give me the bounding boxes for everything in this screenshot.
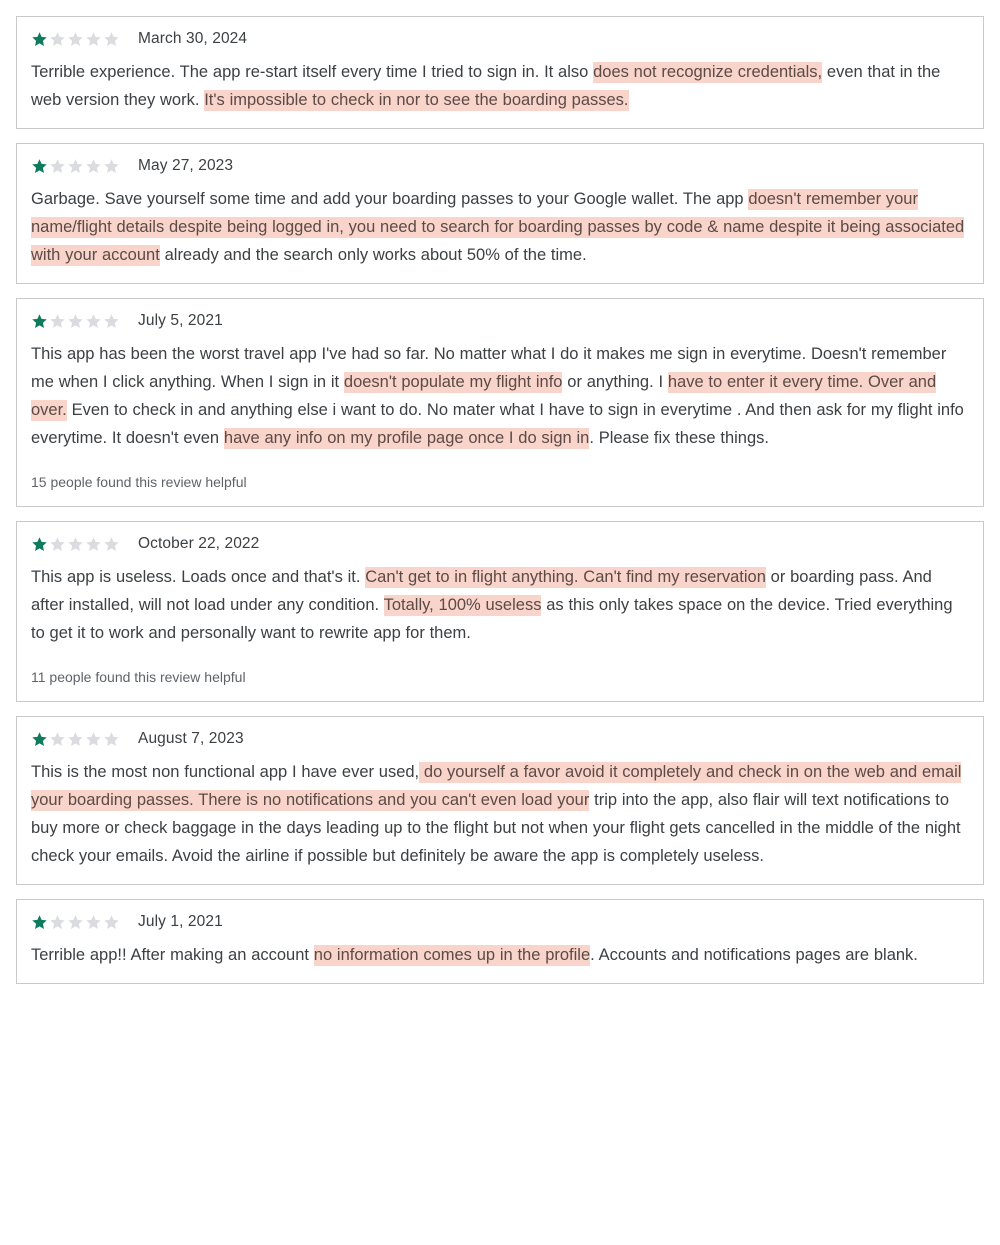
review-card <box>16 899 984 984</box>
star-filled-icon <box>31 31 48 48</box>
star-filled-icon <box>31 731 48 748</box>
star-empty-icon <box>67 914 84 931</box>
highlighted-text: Can't get to in flight anything. Can't find my reservation <box>365 568 766 586</box>
star-filled-icon <box>31 158 48 175</box>
review-text-segment: Terrible app!! After making an account <box>31 946 314 964</box>
review-text-segment: . Please fix these things. <box>589 429 769 447</box>
review-header <box>31 913 969 931</box>
review-date: May 27, 2023 <box>138 157 234 174</box>
review-helpful-count: 11 people found this review helpful <box>31 669 246 685</box>
star-empty-icon <box>103 914 120 931</box>
review-card <box>16 298 984 507</box>
star-empty-icon <box>85 914 102 931</box>
rating-stars <box>31 158 120 175</box>
review-text-segment: or anything. I <box>562 373 668 391</box>
star-empty-icon <box>85 731 102 748</box>
review-text <box>31 563 969 647</box>
rating-stars <box>31 536 120 553</box>
review-text-segment: as this only takes space on the device. Tried everything to get it to work and personally want to rewrite app for them. <box>31 596 953 642</box>
star-empty-icon <box>67 158 84 175</box>
review-text-segment: . Accounts and notifications pages are blank. <box>590 946 918 964</box>
highlighted-text: have any info on my profile page once I do sign in <box>223 429 590 447</box>
star-empty-icon <box>85 536 102 553</box>
review-text <box>31 941 969 969</box>
review-header <box>31 535 969 553</box>
star-filled-icon <box>31 914 48 931</box>
review-text-segment: Terrible experience. The app re-start itself every time I tried to sign in. It also <box>31 63 594 81</box>
star-empty-icon <box>67 731 84 748</box>
star-empty-icon <box>49 31 66 48</box>
star-empty-icon <box>49 536 66 553</box>
highlighted-text: no information comes up in the profile <box>313 946 591 964</box>
star-empty-icon <box>85 158 102 175</box>
highlighted-text: does not recognize credentials, <box>593 63 823 81</box>
star-empty-icon <box>103 536 120 553</box>
review-text-segment: This app is useless. Loads once and that's it. <box>31 568 366 586</box>
star-empty-icon <box>49 313 66 330</box>
star-empty-icon <box>103 313 120 330</box>
review-header <box>31 730 969 748</box>
review-text-segment: trip into the app, also flair will text notifications to buy more or check baggage in the days leading up to the flight but not when your flight gets cancelled in the middle of the night check your emails. Avoid the airline if possible but definitely be aware the app is completely useless. <box>31 791 961 865</box>
star-filled-icon <box>31 536 48 553</box>
highlighted-text: do yourself a favor avoid it completely and check in on the web and email your boarding passes. There is no notifications and you can't even load your <box>31 763 962 809</box>
highlighted-text: doesn't remember your name/flight details despite being logged in, you need to search for boarding passes by code & name despite it being associated with your account <box>31 190 965 264</box>
review-text-segment: This is the most non functional app I have ever used, <box>31 763 420 781</box>
review-card <box>16 521 984 702</box>
star-empty-icon <box>103 731 120 748</box>
review-card <box>16 143 984 284</box>
review-text-segment: even that in the web version they work. <box>31 63 941 109</box>
star-empty-icon <box>103 31 120 48</box>
highlighted-text: Totally, 100% useless <box>383 596 542 614</box>
review-text-segment: or boarding pass. And after installed, will not load under any condition. <box>31 568 932 614</box>
review-date: August 7, 2023 <box>138 730 244 747</box>
star-empty-icon <box>49 914 66 931</box>
review-text <box>31 340 969 452</box>
review-header <box>31 312 969 330</box>
review-text <box>31 58 969 114</box>
rating-stars <box>31 914 120 931</box>
review-date: July 5, 2021 <box>138 312 223 329</box>
review-text <box>31 185 969 269</box>
review-text-segment: Even to check in and anything else i want to do. No mater what I have to sign in everytime . And then ask for my flight info everytime. It doesn't even <box>31 401 964 447</box>
review-card <box>16 16 984 129</box>
star-empty-icon <box>67 313 84 330</box>
rating-stars <box>31 731 120 748</box>
review-date: March 30, 2024 <box>138 30 248 47</box>
star-empty-icon <box>67 31 84 48</box>
review-text-segment: This app has been the worst travel app I've had so far. No matter what I do it makes me sign in everytime. Doesn't remember me when I click anything. When I sign in it <box>31 345 947 391</box>
review-helpful-count: 15 people found this review helpful <box>31 474 247 490</box>
rating-stars <box>31 31 120 48</box>
review-date: October 22, 2022 <box>138 535 260 552</box>
star-empty-icon <box>85 31 102 48</box>
highlighted-text: doesn't populate my flight info <box>343 373 563 391</box>
review-text <box>31 758 969 870</box>
rating-stars <box>31 313 120 330</box>
star-empty-icon <box>103 158 120 175</box>
star-empty-icon <box>49 731 66 748</box>
review-card <box>16 716 984 885</box>
star-empty-icon <box>85 313 102 330</box>
star-empty-icon <box>49 158 66 175</box>
review-date: July 1, 2021 <box>138 913 223 930</box>
review-header <box>31 30 969 48</box>
review-header <box>31 157 969 175</box>
star-empty-icon <box>67 536 84 553</box>
highlighted-text: have to enter it every time. Over and over. <box>31 373 937 419</box>
highlighted-text: It's impossible to check in nor to see the boarding passes. <box>204 91 629 109</box>
review-text-segment: already and the search only works about 50% of the time. <box>159 246 587 264</box>
review-text-segment: Garbage. Save yourself some time and add your boarding passes to your Google wallet. The app <box>31 190 749 208</box>
star-filled-icon <box>31 313 48 330</box>
